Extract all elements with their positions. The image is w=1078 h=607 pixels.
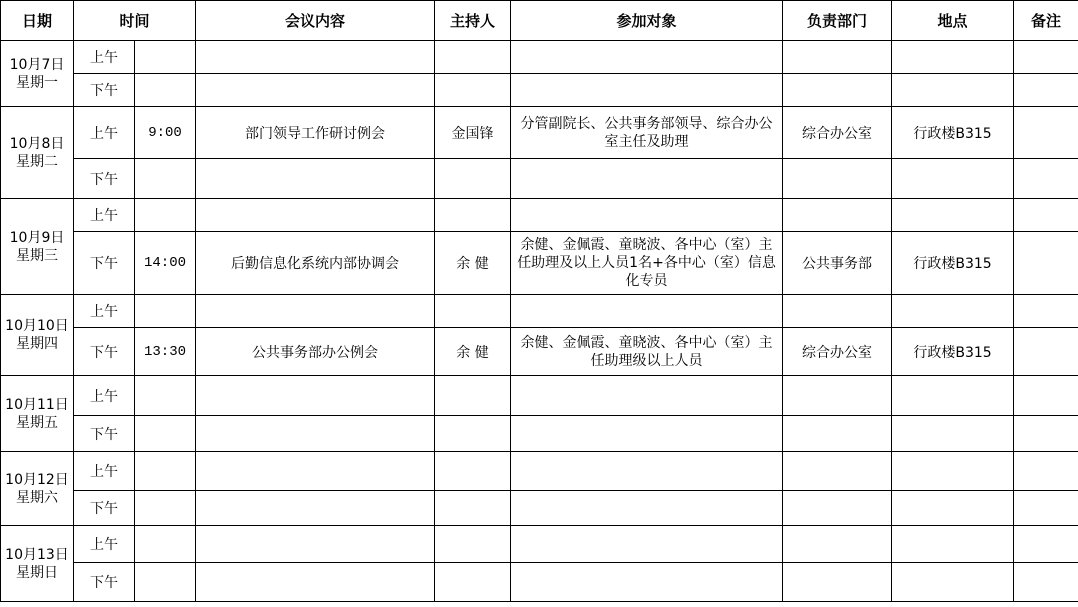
date-label: 10月12日 (5, 471, 69, 488)
period-cell: 下午 (74, 159, 135, 199)
date-label: 10月7日 (9, 56, 65, 73)
date-label: 10月8日 (9, 135, 65, 152)
header-notes: 备注 (1014, 1, 1078, 41)
date-label: 10月13日 (5, 546, 69, 563)
table-row (1, 199, 1078, 232)
attendees-cell (511, 295, 783, 328)
attendees-cell: 余健、金佩霞、童晓波、各中心（室）主任助理及以上人员1名+各中心（室）信息化专员 (511, 232, 783, 295)
location-cell (892, 416, 1014, 452)
time-cell (135, 159, 196, 199)
notes-cell (1014, 416, 1078, 452)
attendees-cell: 分管副院长、公共事务部领导、综合办公室主任及助理 (511, 107, 783, 159)
host-cell (435, 452, 511, 491)
table-row (1, 328, 1078, 376)
dept-cell: 综合办公室 (783, 107, 892, 159)
time-cell (135, 563, 196, 602)
location-cell (892, 563, 1014, 602)
location-cell (892, 491, 1014, 526)
table-row (1, 41, 1078, 74)
weekday-label: 星期四 (16, 336, 58, 352)
dept-cell (783, 376, 892, 416)
period-cell: 上午 (74, 452, 135, 491)
dept-cell (783, 199, 892, 232)
period-cell: 下午 (74, 74, 135, 107)
period-cell: 下午 (74, 328, 135, 376)
date-cell (1, 295, 74, 376)
notes-cell (1014, 452, 1078, 491)
time-cell (135, 416, 196, 452)
header-content: 会议内容 (196, 1, 435, 41)
content-cell (196, 376, 435, 416)
content-cell (196, 74, 435, 107)
attendees-cell (511, 199, 783, 232)
notes-cell (1014, 491, 1078, 526)
period-cell: 上午 (74, 107, 135, 159)
table-row (1, 452, 1078, 491)
attendees-cell (511, 74, 783, 107)
host-cell: 金国锋 (435, 107, 511, 159)
attendees-cell (511, 376, 783, 416)
notes-cell (1014, 41, 1078, 74)
attendees-cell (511, 159, 783, 199)
date-label: 10月9日 (9, 229, 65, 246)
notes-cell (1014, 74, 1078, 107)
table-row (1, 159, 1078, 199)
time-cell (135, 491, 196, 526)
table-row (1, 107, 1078, 159)
table-row (1, 232, 1078, 295)
host-cell (435, 74, 511, 107)
date-cell (1, 526, 74, 602)
host-cell (435, 563, 511, 602)
host-cell (435, 376, 511, 416)
content-cell: 公共事务部办公例会 (196, 328, 435, 376)
table-row (1, 491, 1078, 526)
notes-cell (1014, 563, 1078, 602)
dept-cell (783, 563, 892, 602)
notes-cell (1014, 526, 1078, 563)
dept-cell (783, 74, 892, 107)
header-dept: 负责部门 (783, 1, 892, 41)
host-cell (435, 295, 511, 328)
content-cell (196, 416, 435, 452)
time-cell (135, 452, 196, 491)
table-row (1, 416, 1078, 452)
attendees-cell (511, 491, 783, 526)
notes-cell (1014, 159, 1078, 199)
time-cell (135, 199, 196, 232)
notes-cell (1014, 199, 1078, 232)
location-cell (892, 199, 1014, 232)
host-cell: 余 健 (435, 232, 511, 295)
time-cell: 14:00 (135, 232, 196, 295)
content-cell (196, 295, 435, 328)
dept-cell (783, 491, 892, 526)
time-cell (135, 74, 196, 107)
date-cell (1, 452, 74, 526)
header-attendees: 参加对象 (511, 1, 783, 41)
content-cell: 后勤信息化系统内部协调会 (196, 232, 435, 295)
weekday-label: 星期六 (16, 489, 58, 506)
attendees-cell (511, 563, 783, 602)
date-cell (1, 41, 74, 107)
date-cell (1, 107, 74, 199)
period-cell: 上午 (74, 376, 135, 416)
attendees-cell (511, 526, 783, 563)
period-cell: 上午 (74, 295, 135, 328)
time-cell (135, 41, 196, 74)
location-cell (892, 295, 1014, 328)
period-cell: 下午 (74, 491, 135, 526)
host-cell (435, 159, 511, 199)
header-time: 时间 (74, 1, 196, 41)
header-row (1, 1, 1078, 41)
content-cell (196, 452, 435, 491)
location-cell (892, 526, 1014, 563)
host-cell (435, 41, 511, 74)
content-cell (196, 563, 435, 602)
header-location: 地点 (892, 1, 1014, 41)
time-cell (135, 376, 196, 416)
notes-cell (1014, 328, 1078, 376)
date-label: 10月11日 (5, 396, 69, 413)
location-cell (892, 159, 1014, 199)
dept-cell: 综合办公室 (783, 328, 892, 376)
dept-cell (783, 416, 892, 452)
notes-cell (1014, 376, 1078, 416)
dept-cell (783, 159, 892, 199)
period-cell: 上午 (74, 41, 135, 74)
dept-cell (783, 452, 892, 491)
header-date: 日期 (1, 1, 74, 41)
notes-cell (1014, 295, 1078, 328)
dept-cell: 公共事务部 (783, 232, 892, 295)
notes-cell (1014, 107, 1078, 159)
content-cell (196, 199, 435, 232)
weekday-label: 星期日 (16, 564, 58, 581)
dept-cell (783, 41, 892, 74)
host-cell (435, 491, 511, 526)
attendees-cell (511, 41, 783, 74)
content-cell (196, 41, 435, 74)
period-cell: 下午 (74, 232, 135, 295)
date-label: 10月10日 (5, 318, 69, 334)
location-cell (892, 41, 1014, 74)
weekday-label: 星期五 (16, 414, 58, 431)
period-cell: 下午 (74, 563, 135, 602)
table-row (1, 295, 1078, 328)
attendees-cell (511, 416, 783, 452)
location-cell: 行政楼B315 (892, 107, 1014, 159)
weekday-label: 星期二 (16, 153, 58, 170)
location-cell (892, 74, 1014, 107)
time-cell (135, 526, 196, 563)
table-row (1, 376, 1078, 416)
table-row (1, 74, 1078, 107)
table-row (1, 563, 1078, 602)
content-cell (196, 526, 435, 563)
period-cell: 上午 (74, 199, 135, 232)
time-cell (135, 295, 196, 328)
attendees-cell: 余健、金佩霞、童晓波、各中心（室）主任助理级以上人员 (511, 328, 783, 376)
content-cell: 部门领导工作研讨例会 (196, 107, 435, 159)
table-row (1, 526, 1078, 563)
content-cell (196, 159, 435, 199)
location-cell: 行政楼B315 (892, 232, 1014, 295)
weekday-label: 星期三 (16, 247, 58, 264)
host-cell (435, 526, 511, 563)
date-cell (1, 199, 74, 295)
dept-cell (783, 526, 892, 563)
time-cell: 9:00 (135, 107, 196, 159)
location-cell: 行政楼B315 (892, 328, 1014, 376)
notes-cell (1014, 232, 1078, 295)
location-cell (892, 452, 1014, 491)
period-cell: 上午 (74, 526, 135, 563)
dept-cell (783, 295, 892, 328)
date-cell (1, 376, 74, 452)
header-host: 主持人 (435, 1, 511, 41)
host-cell (435, 199, 511, 232)
period-cell: 下午 (74, 416, 135, 452)
content-cell (196, 491, 435, 526)
time-cell: 13:30 (135, 328, 196, 376)
weekday-label: 星期一 (16, 74, 58, 91)
host-cell (435, 416, 511, 452)
attendees-cell (511, 452, 783, 491)
location-cell (892, 376, 1014, 416)
host-cell: 余 健 (435, 328, 511, 376)
